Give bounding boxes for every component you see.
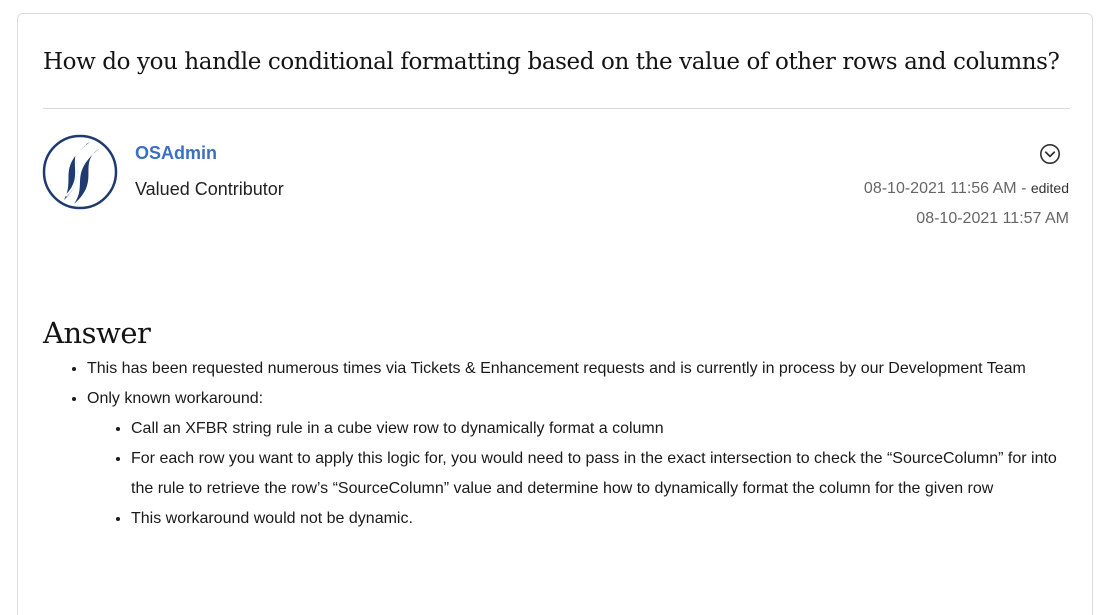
post-title: How do you handle conditional formatting based on the value of other rows and columns?	[43, 49, 1060, 75]
list-item-label: Only known workaround:	[87, 390, 264, 407]
edited-label: edited	[1030, 180, 1069, 196]
post-options-button[interactable]	[1039, 143, 1061, 165]
author-name-link[interactable]: OSAdmin	[135, 143, 218, 163]
sub-list-item: • Call an XFBR string rule in a cube view row to dynamically format a column	[131, 414, 1073, 444]
list-item: • This has been requested numerous times via Tickets & Enhancement requests and is currently in process by our Development Team	[87, 354, 1073, 384]
edited-separator: -	[1016, 180, 1031, 197]
sub-list-item: • For each row you want to apply this logic for, you would need to pass in the exact intersection to check the “SourceColumn” for into the rule to retrieve the row’s “SourceColumn” value and determine how to dynamically format the column for the given row	[131, 444, 1073, 504]
chevron-down-circle-icon	[1039, 143, 1061, 165]
answer-list	[43, 354, 1073, 534]
edited-date: 08-10-2021 11:57 AM	[916, 210, 1069, 227]
answer-heading: Answer	[43, 316, 151, 350]
post-date-row	[864, 180, 1069, 198]
list-item-workaround	[87, 384, 1073, 534]
workaround-sublist	[87, 414, 1073, 534]
author-avatar[interactable]	[42, 134, 118, 210]
post-date: 08-10-2021 11:56 AM	[863, 180, 1017, 197]
title-divider	[43, 108, 1070, 109]
author-rank: Valued Contributor	[135, 179, 284, 199]
sub-list-item: • This workaround would not be dynamic.	[131, 504, 1073, 534]
onestream-logo-icon	[42, 134, 118, 210]
